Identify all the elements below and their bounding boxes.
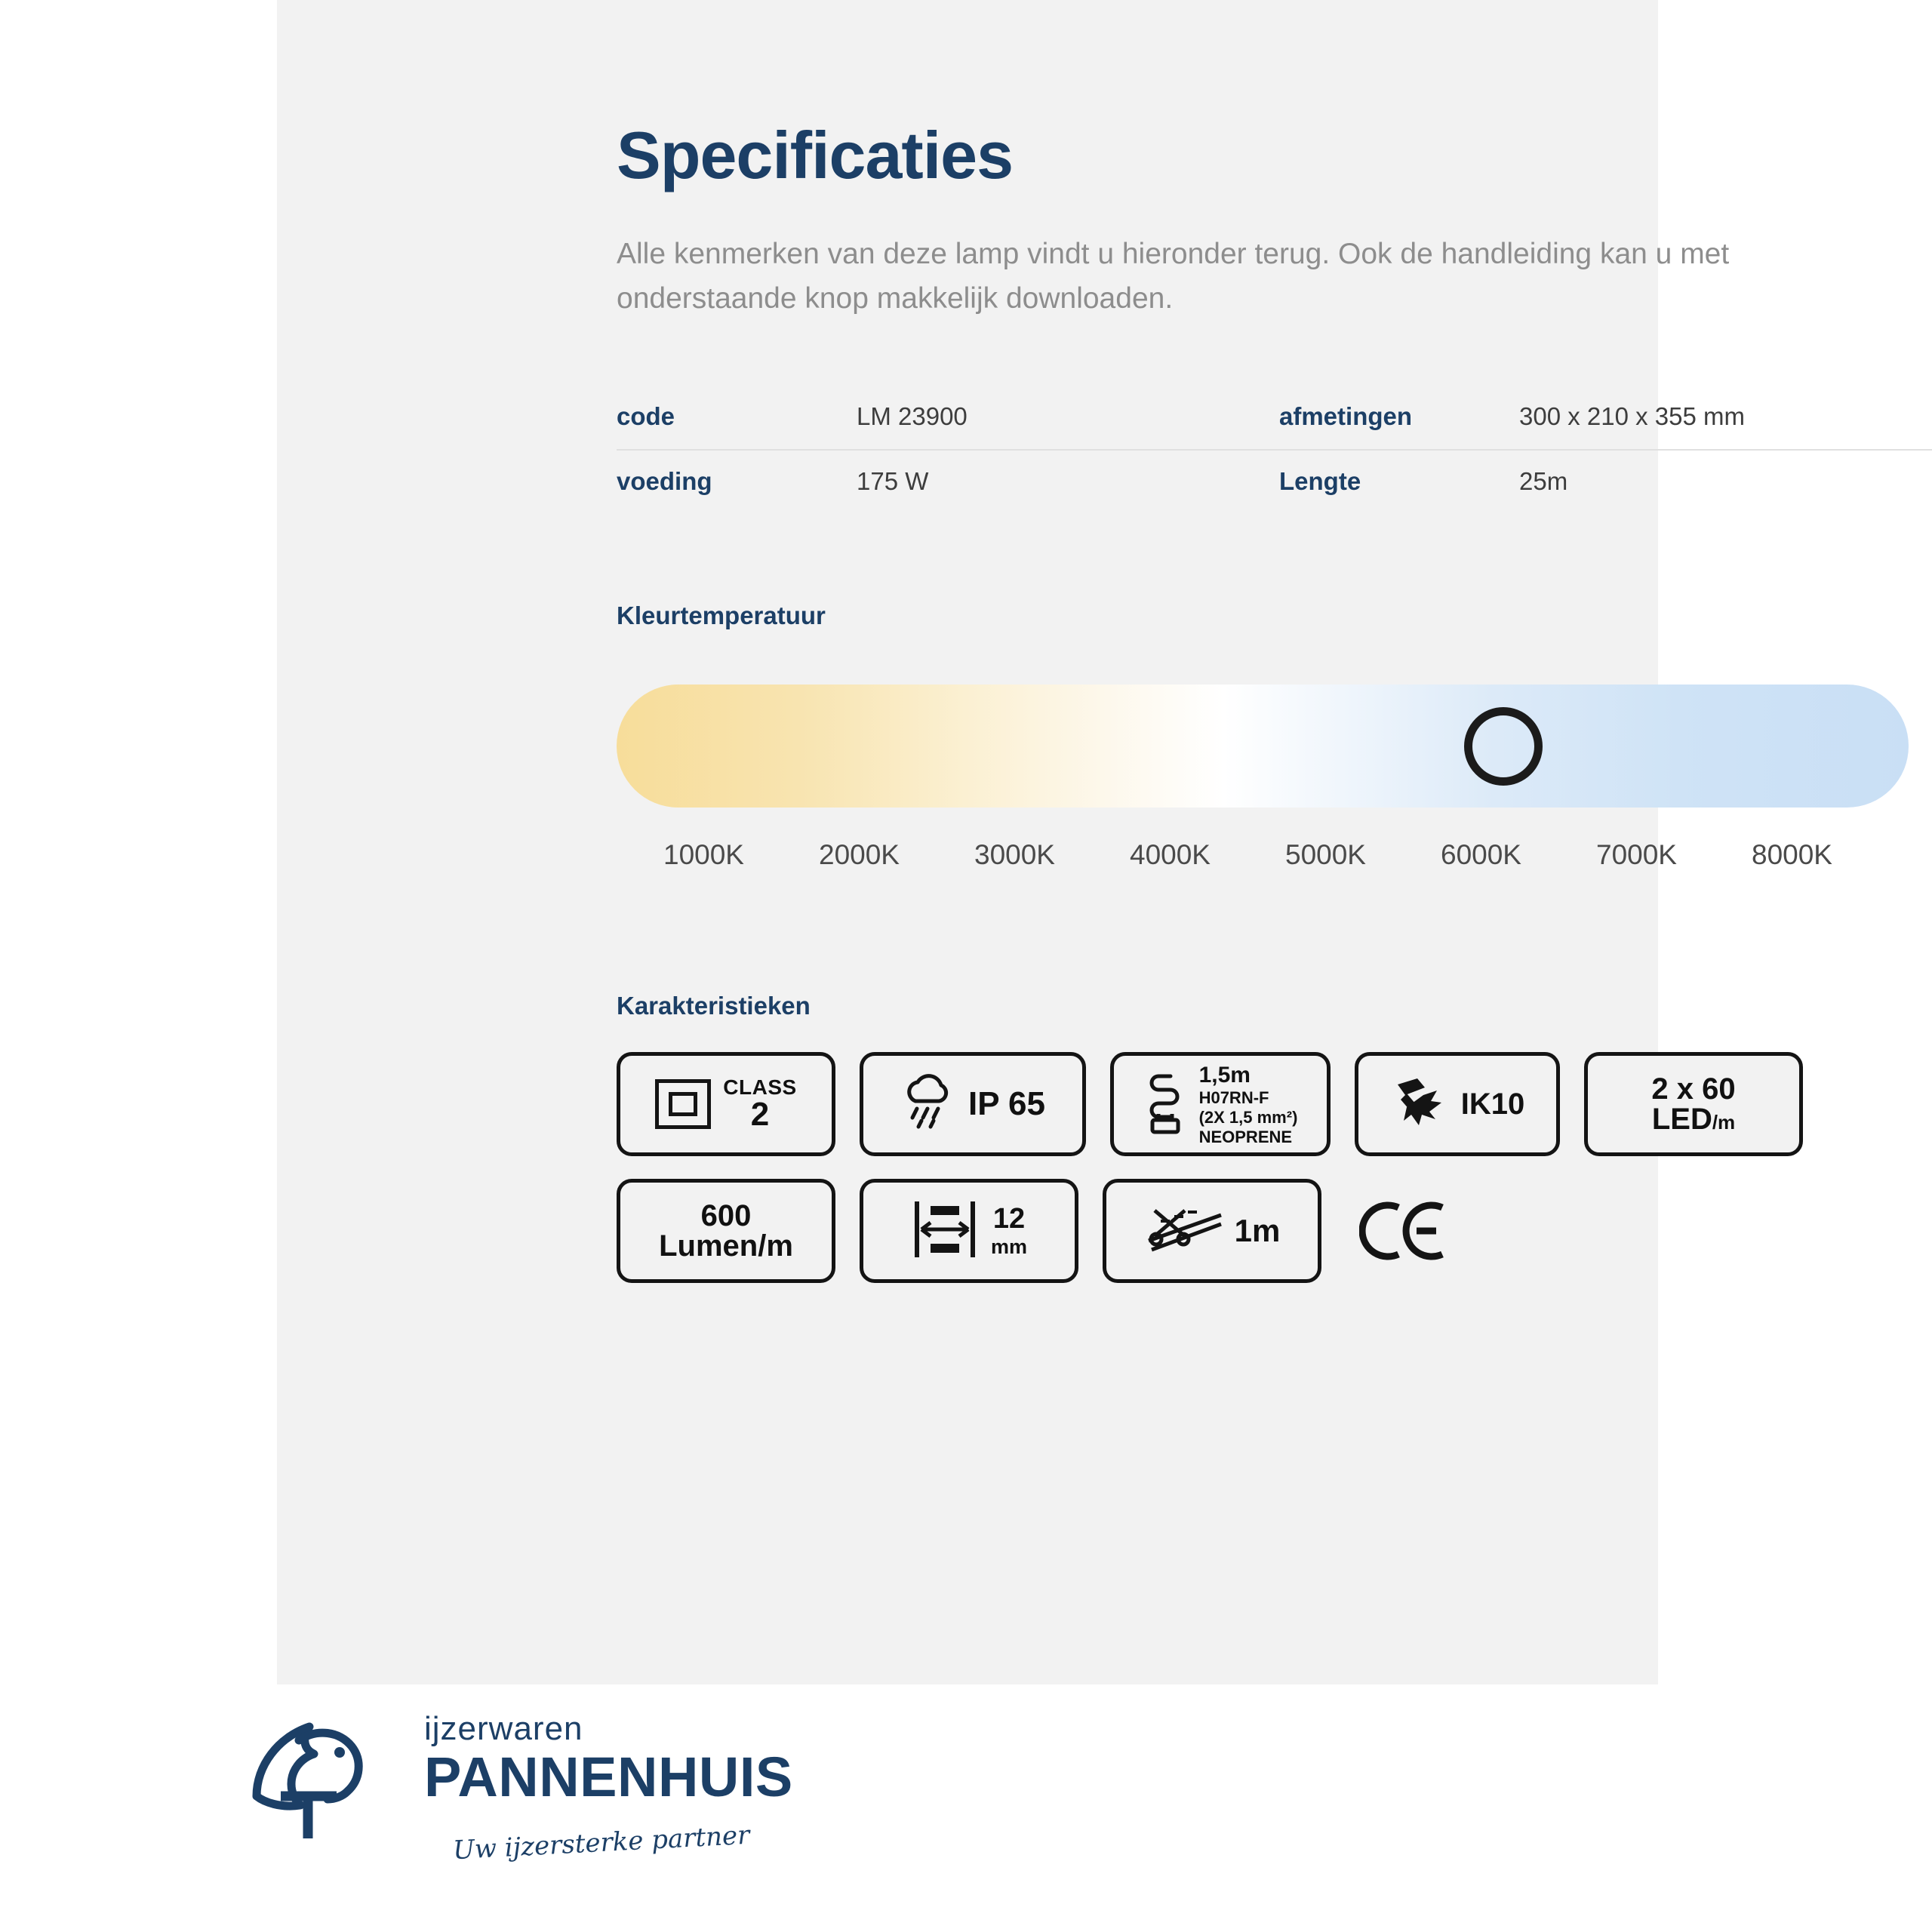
spec-value-code: LM 23900 [857,386,1279,451]
width-value: 12 [992,1203,1026,1235]
scissors-cut-strip-icon [1144,1195,1227,1267]
class-2-square-icon [655,1079,711,1129]
led-per-meter: /m [1712,1111,1736,1134]
page-title: Specificaties [617,118,1014,192]
kelvin-tick: 8000K [1752,839,1832,871]
spec-key-code: code [617,386,857,451]
logo-wordmark [424,1710,793,1809]
kleurtemperatuur-label: Kleurtemperatuur [617,601,826,630]
power-cable-icon [1143,1069,1190,1140]
rain-cloud-icon [900,1074,958,1135]
cable-type: H07RN-F [1198,1088,1269,1108]
kelvin-knob[interactable] [1464,707,1543,786]
badge-cable [1110,1052,1331,1156]
spec-value-lengte: 25m [1519,467,1568,496]
kelvin-tick-labels [617,839,1909,871]
karakteristieken-label: Karakteristieken [617,992,811,1020]
led-count: 2 x 60 [1651,1072,1736,1106]
kelvin-track[interactable] [617,685,1909,808]
spec-value-afmetingen: 300 x 210 x 355 mm [1519,386,1932,451]
badge-protection-class [617,1052,835,1156]
class-number: 2 [750,1096,770,1134]
badge-width [860,1179,1078,1283]
kelvin-tick: 5000K [1285,839,1366,871]
cable-section: (2X 1,5 mm²) [1198,1108,1298,1128]
specifications-card [277,0,1832,1684]
badge-cut-length [1103,1179,1321,1283]
logo-tagline: Uw ijzersterke partner [452,1820,751,1866]
spec-key-afmetingen: afmetingen [1279,386,1519,451]
badge-impact-rating [1355,1052,1560,1156]
pannenhuis-logo-mark [226,1707,423,1858]
width-measure-icon [911,1197,979,1266]
cable-length: 1,5m [1198,1062,1251,1088]
logo-line-2: PANNENHUIS [424,1746,793,1808]
cut-length-value: 1m [1234,1213,1281,1249]
logo-line-1: ijzerwaren [424,1710,583,1747]
kelvin-tick: 3000K [974,839,1055,871]
kelvin-tick: 4000K [1130,839,1211,871]
hammer-impact-icon [1390,1072,1451,1137]
led-word: LED [1651,1103,1712,1137]
spec-value-voeding: 175 W [857,467,929,496]
ce-mark-icon [1359,1179,1448,1283]
page-subtitle: Alle kenmerken van deze lamp vindt u hieronder terug. Ook de handleiding kan u met onderstaande knop makkelijk downloaden. [617,238,1730,315]
ik-value: IK10 [1460,1088,1525,1121]
badge-led-density [1584,1052,1803,1156]
badge-ip-rating [860,1052,1086,1156]
kelvin-tick: 2000K [819,839,900,871]
card-inner [617,118,1900,1283]
class-word: CLASS [723,1075,797,1100]
kelvin-slider[interactable] [617,685,1909,871]
specs-table [617,386,1909,514]
kelvin-tick: 1000K [663,839,744,871]
kelvin-tick: 7000K [1596,839,1677,871]
cable-material: NEOPRENE [1198,1128,1293,1147]
spec-key-lengte: Lengte [1279,467,1361,496]
badge-lumen [617,1179,835,1283]
kelvin-tick: 6000K [1441,839,1521,871]
width-unit: mm [990,1235,1027,1259]
lumen-unit: Lumen/m [659,1229,793,1263]
characteristics-badges [617,1052,1909,1283]
lumen-value: 600 [700,1199,752,1233]
brand-logo [226,1707,845,1911]
ip-value: IP 65 [968,1085,1045,1123]
spec-key-voeding: voeding [617,467,712,496]
